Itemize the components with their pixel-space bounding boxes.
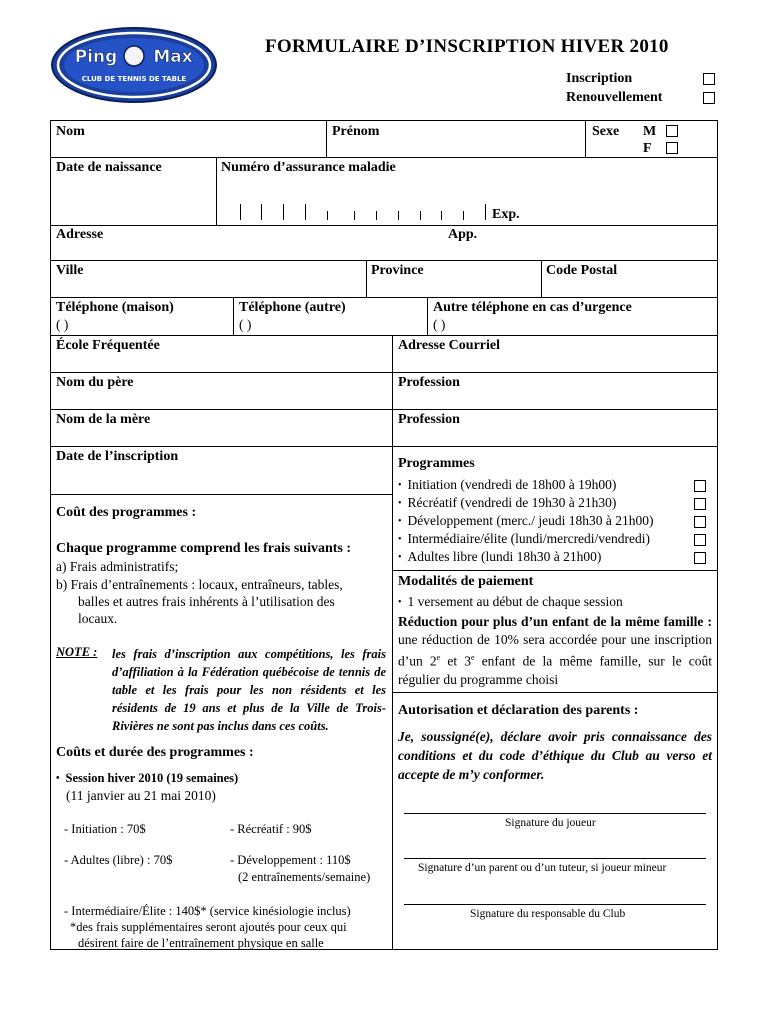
programme-recreatif-checkbox[interactable] (694, 498, 706, 510)
couts-title: Coût des programmes : (56, 505, 197, 520)
tel-maison-paren: ( ) (56, 317, 69, 332)
signature-parent-line[interactable] (404, 858, 706, 859)
programmes-title: Programmes (398, 456, 475, 471)
paiement-item: • 1 versement au début de chaque session (398, 594, 623, 610)
ecole-label: École Fréquentée (56, 338, 160, 353)
programme-recreatif: • Récréatif (vendredi de 19h30 à 21h30) (398, 495, 616, 511)
svg-text:Max: Max (153, 47, 193, 67)
date-inscription-label: Date de l’inscription (56, 449, 179, 464)
programme-intermediaire: • Intermédiaire/élite (lundi/mercredi/vendredi) (398, 531, 650, 547)
ville-label: Ville (56, 263, 84, 278)
programme-developpement: • Développement (merc./ jeudi 18h30 à 21h00) (398, 513, 653, 529)
svg-text:CLUB DE TENNIS DE TABLE: CLUB DE TENNIS DE TABLE (81, 75, 187, 83)
sexe-f-label: F (643, 141, 652, 156)
programme-developpement-checkbox[interactable] (694, 516, 706, 528)
cout-developpement-note: (2 entraînements/semaine) (238, 870, 371, 884)
signature-joueur-line[interactable] (404, 813, 706, 814)
paiement-title: Modalités de paiement (398, 574, 534, 589)
frais-b-line-2: balles et autres frais inhérents à l’utilisation des (78, 594, 335, 609)
cout-recreatif: - Récréatif : 90$ (230, 822, 312, 836)
session-dates: (11 janvier au 21 mai 2010) (66, 788, 216, 803)
adresse-label: Adresse (56, 227, 104, 242)
inscription-checkbox[interactable] (703, 73, 715, 85)
cout-intermediaire: - Intermédiaire/Élite : 140$* (service kinésiologie inclus) (64, 904, 351, 918)
tel-autre-paren: ( ) (239, 317, 252, 332)
club-logo (50, 26, 218, 104)
programme-adultes: • Adultes libre (lundi 18h30 à 21h00) (398, 549, 601, 565)
date-naissance-label: Date de naissance (56, 160, 162, 175)
reduction-paragraph (398, 613, 712, 689)
nom-pere-label: Nom du père (56, 375, 134, 390)
exp-label: Exp. (492, 207, 520, 222)
frais-a: a) Frais administratifs; (56, 559, 179, 574)
signature-parent-label: Signature d’un parent ou d’un tuteur, si joueur mineur (418, 862, 667, 874)
cout-developpement: - Développement : 110$ (230, 853, 351, 867)
programme-adultes-checkbox[interactable] (694, 552, 706, 564)
cout-adultes: - Adultes (libre) : 70$ (64, 853, 173, 867)
note-label: NOTE : (56, 645, 98, 659)
autorisation-text: Je, soussigné(e), déclare avoir pris connaissance des conditions et du code d’éthique du Club au verso et accepte de m’y conformer. (398, 729, 712, 782)
frais-b-line-3: locaux. (78, 611, 118, 626)
renouvellement-checkbox[interactable] (703, 92, 715, 104)
reduction-text-1: une réduction de 10% sera accordée pour une inscription d’un 2 (398, 632, 712, 669)
frais-title: Chaque programme comprend les frais suivants : (56, 541, 352, 556)
inscription-label: Inscription (566, 71, 633, 86)
asterisk-line-2: désirent faire de l’entraînement physique en salle (78, 936, 324, 950)
programme-initiation-checkbox[interactable] (694, 480, 706, 492)
sexe-m-checkbox[interactable] (666, 125, 678, 137)
signature-joueur-label: Signature du joueur (505, 817, 596, 829)
cout-initiation: - Initiation : 70$ (64, 822, 146, 836)
province-label: Province (371, 263, 424, 278)
renouvellement-label: Renouvellement (566, 90, 663, 105)
tel-autre-label: Téléphone (autre) (239, 300, 346, 315)
reduction-text-2: et 3 (440, 653, 471, 669)
nom-mere-label: Nom de la mère (56, 412, 151, 427)
sexe-label: Sexe (592, 124, 620, 139)
durees-title: Coûts et durée des programmes : (56, 745, 254, 760)
signature-responsable-label: Signature du responsable du Club (470, 908, 626, 920)
sexe-m-label: M (643, 124, 657, 139)
programme-initiation: • Initiation (vendredi de 18h00 à 19h00) (398, 477, 616, 493)
nam-label: Numéro d’assurance maladie (221, 160, 396, 175)
code-postal-label: Code Postal (546, 263, 618, 278)
reduction-text-3: enfant de la même famille, sur le coût régulier du programme choisi (398, 653, 712, 687)
sexe-f-checkbox[interactable] (666, 142, 678, 154)
tel-urgence-paren: ( ) (433, 317, 446, 332)
form-title: FORMULAIRE D’INSCRIPTION HIVER 2010 (265, 36, 669, 57)
reduction-sup-2: e (436, 653, 441, 662)
signature-responsable-line[interactable] (404, 904, 706, 905)
tel-maison-label: Téléphone (maison) (56, 300, 174, 315)
profession-pere-label: Profession (398, 375, 460, 390)
svg-text:Ping: Ping (74, 47, 118, 67)
programme-intermediaire-checkbox[interactable] (694, 534, 706, 546)
note-text: les frais d’inscription aux compétitions, les frais d’affiliation à la Fédération québécoise de tennis de table et les frais pour les non résidents et les résidents de 19 ans et plus de la Ville de Trois-Rivières ne sont pas inclus dans ces coûts. (112, 647, 386, 733)
courriel-label: Adresse Courriel (398, 338, 500, 353)
reduction-title: Réduction pour plus d’un enfant de la même famille : (398, 614, 712, 629)
session-title: • Session hiver 2010 (19 semaines) (56, 771, 238, 786)
profession-mere-label: Profession (398, 412, 460, 427)
prenom-label: Prénom (332, 124, 380, 139)
autorisation-title: Autorisation et déclaration des parents : (398, 703, 639, 718)
asterisk-line-1: *des frais supplémentaires seront ajoutés pour ceux qui (70, 920, 347, 934)
frais-b-line-1: b) Frais d’entraînements : locaux, entraîneurs, tables, (56, 577, 343, 592)
tel-urgence-label: Autre téléphone en cas d’urgence (433, 300, 632, 315)
reduction-sup-3: e (470, 653, 475, 662)
app-label: App. (448, 227, 478, 242)
nom-label: Nom (56, 124, 85, 139)
